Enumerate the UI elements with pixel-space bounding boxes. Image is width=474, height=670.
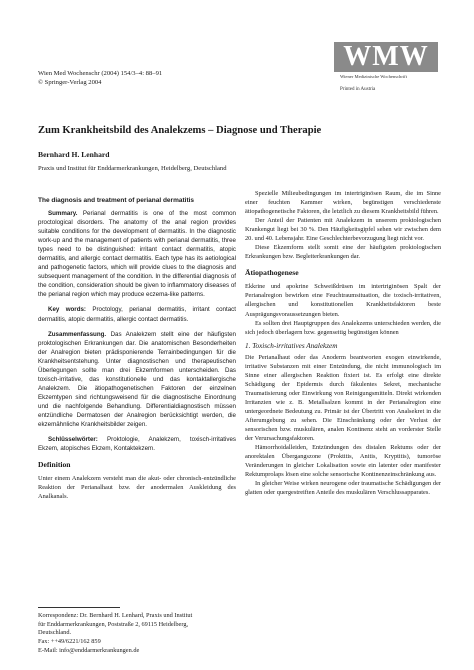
aetiopathogenese-heading: Ätiopathogenese (245, 268, 299, 278)
correspondence-fax: Fax: ++49/6221/162 859 (38, 638, 101, 646)
definition-text: Unter einem Analekzem versteht man die akut- oder chronisch-entzündliche Reaktion der Perianalhaut bzw. der anodermalen Auskleidung des Analkanals. (38, 475, 236, 501)
summary-label: Summary. (48, 210, 78, 217)
schluesselwoerter-label: Schlüsselwörter: (48, 436, 98, 444)
body-paragraph: Diese Ekzemform stellt somit eine der häufigsten proktologischen Erkrankungen bzw. Begleiterkrankungen dar. (245, 244, 441, 261)
article-title: Zum Krankheitsbild des Analekzems – Diagnose und Therapie (38, 125, 322, 136)
zusammenfassung-text: Das Analekzem stellt eine der häufigsten proktologischen Erkrankungen dar. Die anatomischen Besonderheiten der Analregion bieten prädisponierende Terrainbedingungen für die Krankheitsentstehung. Unter diagnostischen und therapeutischen Überlegungen sollte man drei Ekzemformen unterscheiden. Das toxisch-irritative, das konstitutionelle und das kontaktallergische Analekzem. Die ätiopathogenetischen Faktoren der einzelnen Ekzemtypen sind richtungsweisend für die diagnostische Einordnung und die nachfolgende Behandlung. Differentialdiagnostisch müssen entzündliche Dermatosen der Analregion berücksichtigt werden, die ekzemähnliche Krankheitsbilder zeigen. (38, 330, 236, 429)
body-paragraph: Die Perianalhaut oder das Anoderm beantworten exogen einwirkende, irritative Substanzen mit einer Entzündung, die nicht immunologisch im Sinne einer allergischen Reaktion fixiert ist. Es erfolgt eine direkte Schädigung der Epidermis durch fäkulentes Sekret, mechanische Traumatisierung oder Einwirkung von Reinigungsmitteln. Direkt wirkenden Irritanzien wie z. B. Metallsalzen kommt in der Perianalregion eine untergeordnete Bedeutung zu. Primär ist der Übertritt von Analsekret in die Afterumgebung zu sehen. Die Einschränkung oder der Verlust der sensorischen bzw. muskulären, analen Kontinenz steht an vorderster Stelle der Verursachungsfaktoren. (245, 353, 441, 443)
body-paragraph: Ekkrine und apokrine Schweißdrüsen im intertriginösen Spalt der Perianalregion bewirken eine Feuchtraumsituation, die toxisch-irritativen, allergischen und konstitutionellen Krankheitsfaktoren beste Ausprägungsvoraussetzungen bieten. (245, 283, 441, 318)
english-keywords (38, 305, 236, 323)
article-author: Bernhard H. Lenhard (38, 150, 110, 159)
summary-text: Perianal dermatitis is one of the most common proctological disorders. The anatomy of the anal region provides suitable conditions for the development of dermatitis. In the diagnostic work-up and the management of patients with perianal dermatitis, three types need to be distinguished: irritant contact dermatitis, atopic dermatitis, and allergic contact dermatitis. Each type has its aetiological and pathogenetic factors, which will provide clues to the diagnosis and subsequent management of the condition. In the differential diagnosis of the condition, consideration should be given to inflammatory diseases of the perianal region which may produce eczema-like patterns. (38, 210, 236, 299)
body-paragraph: In gleicher Weise wirken neurogene oder traumatische Schädigungen der glatten oder quergestreiften Anteile des muskulären Verschlussapparates. (245, 480, 441, 497)
schluesselwoerter-text: Proktologie, Analekzem, toxisch-irritatives Ekzem, atopisches Ekzem, Kontaktekzem. (38, 436, 236, 453)
body-paragraph: Der Anteil der Patienten mit Analekzem in unserem proktologischen Krankengut liegt bei 30 %. Den Häufigkeitsgipfel sehen wir zwischen dem 20. und 40. Lebensjahr. Eine Geschlechterbevorzugung liegt nicht vor. (245, 217, 441, 243)
body-paragraph: Es sollten drei Hauptgruppen des Analekzems unterschieden werden, die sich jedoch überlagern bzw. gegenseitig begünstigen können (245, 319, 441, 336)
journal-reference (38, 69, 162, 87)
left-column (38, 196, 236, 501)
right-column (245, 189, 441, 497)
journal-citation: Wien Med Wochenschr (2004) 154/3–4: 88–91 (38, 70, 163, 77)
keywords-text: Proctology, perianal dermatitis, irritant contact dermatitis, atopic dermatitis, allergic contact dermatitis. (38, 306, 236, 323)
toxic-irritative-heading: 1. Toxisch-irritatives Analekzem (245, 341, 338, 350)
correspondence-line: für Enddarmerkrankungen, Poststraße 2, 69115 Heidelberg, (38, 620, 189, 628)
correspondence-email: E-Mail: info@enddarmerkrankungen.de (38, 646, 140, 654)
german-keywords (38, 435, 236, 453)
article-affiliation: Praxis und Institut für Enddarmerkrankungen, Heidelberg, Deutschland (38, 165, 227, 172)
english-summary (38, 209, 236, 299)
english-abstract-heading: The diagnosis and treatment of perianal dermatitis (38, 197, 195, 204)
correspondence-line: Korrespondenz: Dr. Bernhard H. Lenhard, Praxis und Institut (38, 612, 193, 619)
logo-letters: WMW (334, 42, 438, 72)
definition-heading: Definition (38, 460, 71, 470)
correspondence-line: Deutschland. (38, 629, 72, 637)
correspondence (38, 612, 238, 656)
german-summary (38, 330, 236, 430)
zusammenfassung-label: Zusammenfassung. (48, 330, 107, 338)
printed-in: Printed in Austria (340, 87, 376, 92)
body-paragraph: Spezielle Milieubedingungen im intertriginösen Raum, die im Sinne einer feuchten Kammer wirken, begünstigen verschiedenste ätiopathogenetische Faktoren, die letztlich zu diesem Krankheitsbild führen. (245, 190, 441, 216)
footnote-rule (38, 607, 120, 608)
journal-copyright: © Springer-Verlag 2004 (38, 79, 102, 86)
body-paragraph: Hämorrhoidalleiden, Entzündungen des distalen Rektums oder der anorektalen Übergangszone (Proktitis, Anitis, Kryptitis), tumoröse Veränderungen in gleicher Lokalisation sowie ein latenter oder manifester Rektumprolaps lösen eine solche sensorische Kontinenzeinschränkung aus. (245, 444, 441, 479)
journal-logo (334, 42, 438, 96)
keywords-label: Key words: (48, 306, 86, 314)
logo-subtitle: Wiener Medizinische Wochenschrift (340, 74, 407, 79)
